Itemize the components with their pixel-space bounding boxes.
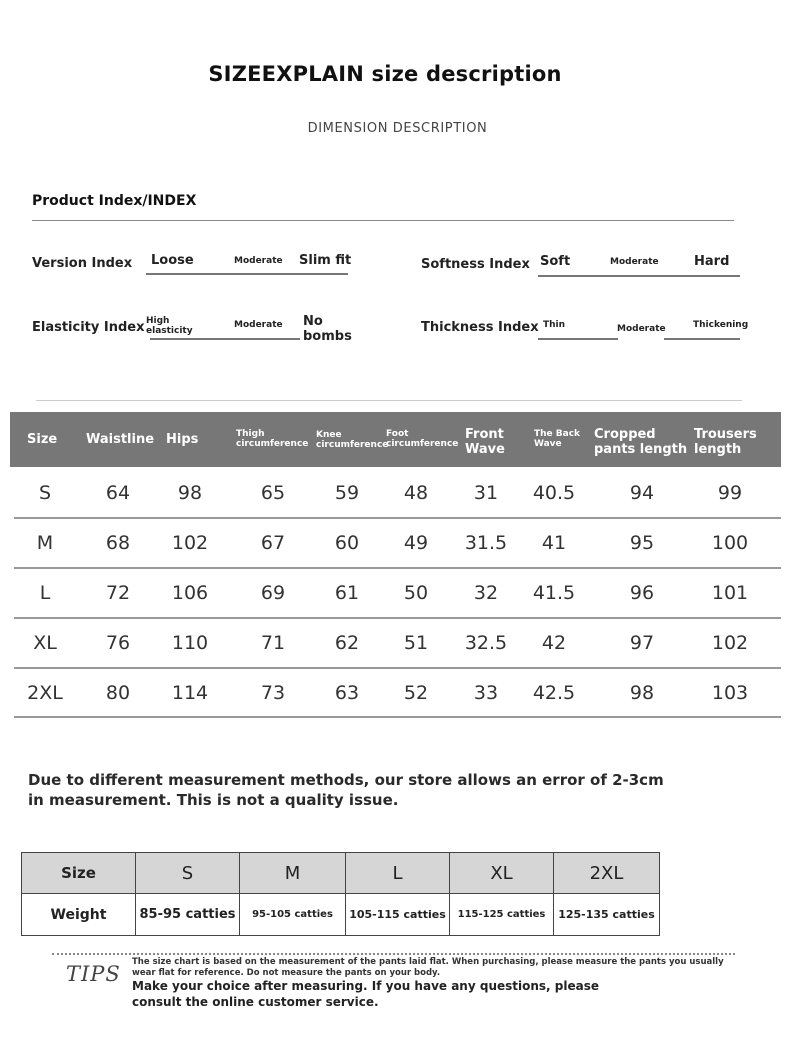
weight-size-2xl: 2XL	[554, 853, 660, 894]
tips-main-text: Make your choice after measuring. If you have any questions, please consult the online customer service.	[132, 979, 599, 1009]
cell-back-wave: 42.5	[532, 682, 576, 704]
table-row	[14, 468, 781, 518]
cell-cropped-length: 95	[629, 532, 655, 554]
cell-front-wave: 33	[473, 682, 499, 704]
elasticity-index-label: Elasticity Index	[32, 320, 145, 335]
table-row	[14, 668, 781, 718]
version-index-scale	[146, 273, 348, 275]
cell-cropped-length: 97	[629, 632, 655, 654]
section-divider	[36, 400, 742, 401]
cell-trousers-length: 100	[711, 532, 749, 554]
table-row	[14, 618, 781, 668]
thickness-option-thickening: Thickening	[693, 320, 749, 330]
cell-back-wave: 41.5	[532, 582, 576, 604]
weight-size-m: M	[240, 853, 346, 894]
cell-cropped-length: 98	[629, 682, 655, 704]
cell-knee: 63	[334, 682, 360, 704]
cell-waistline: 76	[105, 632, 131, 654]
softness-option-moderate: Moderate	[610, 257, 659, 267]
weight-value-l: 105-115 catties	[346, 894, 450, 936]
cell-cropped-length: 94	[629, 482, 655, 504]
header-size: Size	[27, 432, 58, 447]
cell-front-wave: 31	[473, 482, 499, 504]
weight-size-xl: XL	[450, 853, 554, 894]
weight-value-m: 95-105 catties	[240, 894, 346, 936]
cell-trousers-length: 102	[711, 632, 749, 654]
cell-waistline: 64	[105, 482, 131, 504]
weight-size-l: L	[346, 853, 450, 894]
cell-knee: 61	[334, 582, 360, 604]
cell-hips: 106	[171, 582, 209, 604]
version-option-loose: Loose	[151, 253, 194, 268]
version-index-label: Version Index	[32, 256, 133, 271]
softness-index-scale	[538, 275, 740, 277]
cell-size: 2XL	[27, 682, 63, 704]
cell-knee: 62	[334, 632, 360, 654]
cell-thigh: 65	[260, 482, 286, 504]
cell-size: S	[38, 482, 52, 504]
cell-foot: 49	[403, 532, 429, 554]
thickness-index-scale-left	[538, 338, 618, 340]
weight-value-xl: 115-125 catties	[450, 894, 554, 936]
cell-waistline: 68	[105, 532, 131, 554]
version-option-slim-fit: Slim fit	[299, 253, 352, 268]
weight-value-2xl: 125-135 catties	[554, 894, 660, 936]
tips-divider	[52, 953, 735, 955]
header-cropped-length: Cropped pants length	[594, 427, 688, 457]
cell-knee: 59	[334, 482, 360, 504]
header-knee: Knee circumference	[316, 430, 389, 451]
thickness-option-thin: Thin	[543, 320, 566, 330]
cell-hips: 110	[171, 632, 209, 654]
cell-waistline: 72	[105, 582, 131, 604]
weight-table-size-label: Size	[22, 853, 136, 894]
cell-foot: 52	[403, 682, 429, 704]
cell-size: M	[36, 532, 54, 554]
header-foot: Foot circumference	[386, 429, 459, 450]
size-table-header	[10, 412, 781, 467]
cell-back-wave: 40.5	[532, 482, 576, 504]
cell-foot: 48	[403, 482, 429, 504]
cell-thigh: 71	[260, 632, 286, 654]
page-title: SIZEEXPLAIN size description	[208, 62, 562, 86]
tips-label: TIPS	[66, 962, 121, 986]
cell-front-wave: 32.5	[464, 632, 508, 654]
softness-index-label: Softness Index	[421, 257, 530, 272]
cell-front-wave: 31.5	[464, 532, 508, 554]
weight-table-size-row	[22, 853, 660, 894]
cell-hips: 98	[177, 482, 203, 504]
softness-option-hard: Hard	[694, 254, 730, 269]
cell-foot: 50	[403, 582, 429, 604]
cell-hips: 114	[171, 682, 209, 704]
cell-back-wave: 41	[541, 532, 567, 554]
header-thigh: Thigh circumference	[236, 429, 309, 450]
cell-knee: 60	[334, 532, 360, 554]
product-index-title: Product Index/INDEX	[32, 193, 197, 209]
thickness-option-moderate: Moderate	[617, 324, 666, 334]
weight-size-s: S	[136, 853, 240, 894]
cell-thigh: 69	[260, 582, 286, 604]
cell-trousers-length: 103	[711, 682, 749, 704]
elasticity-option-no-bombs: No bombs	[303, 314, 352, 344]
header-waistline: Waistline	[86, 432, 155, 447]
cell-hips: 102	[171, 532, 209, 554]
header-trousers-length: Trousers length	[694, 427, 757, 457]
elasticity-index-scale	[150, 338, 300, 340]
cell-trousers-length: 99	[717, 482, 743, 504]
cell-size: L	[39, 582, 51, 604]
measurement-error-note: Due to different measurement methods, our store allows an error of 2-3cm in measurement. This is not a quality issue.	[28, 771, 664, 809]
elasticity-option-high: High elasticity	[146, 316, 193, 337]
weight-value-s: 85-95 catties	[136, 894, 240, 936]
cell-cropped-length: 96	[629, 582, 655, 604]
cell-back-wave: 42	[541, 632, 567, 654]
row-divider	[14, 716, 781, 718]
table-row	[14, 568, 781, 618]
cell-size: XL	[33, 632, 57, 654]
softness-option-soft: Soft	[540, 254, 571, 269]
header-hips: Hips	[166, 432, 199, 447]
table-row	[14, 518, 781, 568]
cell-front-wave: 32	[473, 582, 499, 604]
weight-table-weight-label: Weight	[22, 894, 136, 936]
tips-detail-text: The size chart is based on the measurement of the pants laid flat. When purchasing, please measure the pants you usually wear flat for reference. Do not measure the pants on your body.	[132, 957, 724, 979]
version-option-moderate: Moderate	[234, 256, 283, 266]
thickness-index-scale-right	[664, 338, 740, 340]
cell-trousers-length: 101	[711, 582, 749, 604]
cell-foot: 51	[403, 632, 429, 654]
elasticity-option-moderate: Moderate	[234, 320, 283, 330]
cell-thigh: 67	[260, 532, 286, 554]
weight-table	[21, 852, 660, 936]
header-front-wave: Front Wave	[465, 427, 505, 457]
cell-thigh: 73	[260, 682, 286, 704]
thickness-index-label: Thickness Index	[421, 320, 539, 335]
page-subtitle: DIMENSION DESCRIPTION	[307, 121, 488, 136]
index-divider	[32, 220, 734, 221]
weight-table-weight-row	[22, 894, 660, 936]
header-back-wave: The Back Wave	[534, 429, 581, 450]
cell-waistline: 80	[105, 682, 131, 704]
